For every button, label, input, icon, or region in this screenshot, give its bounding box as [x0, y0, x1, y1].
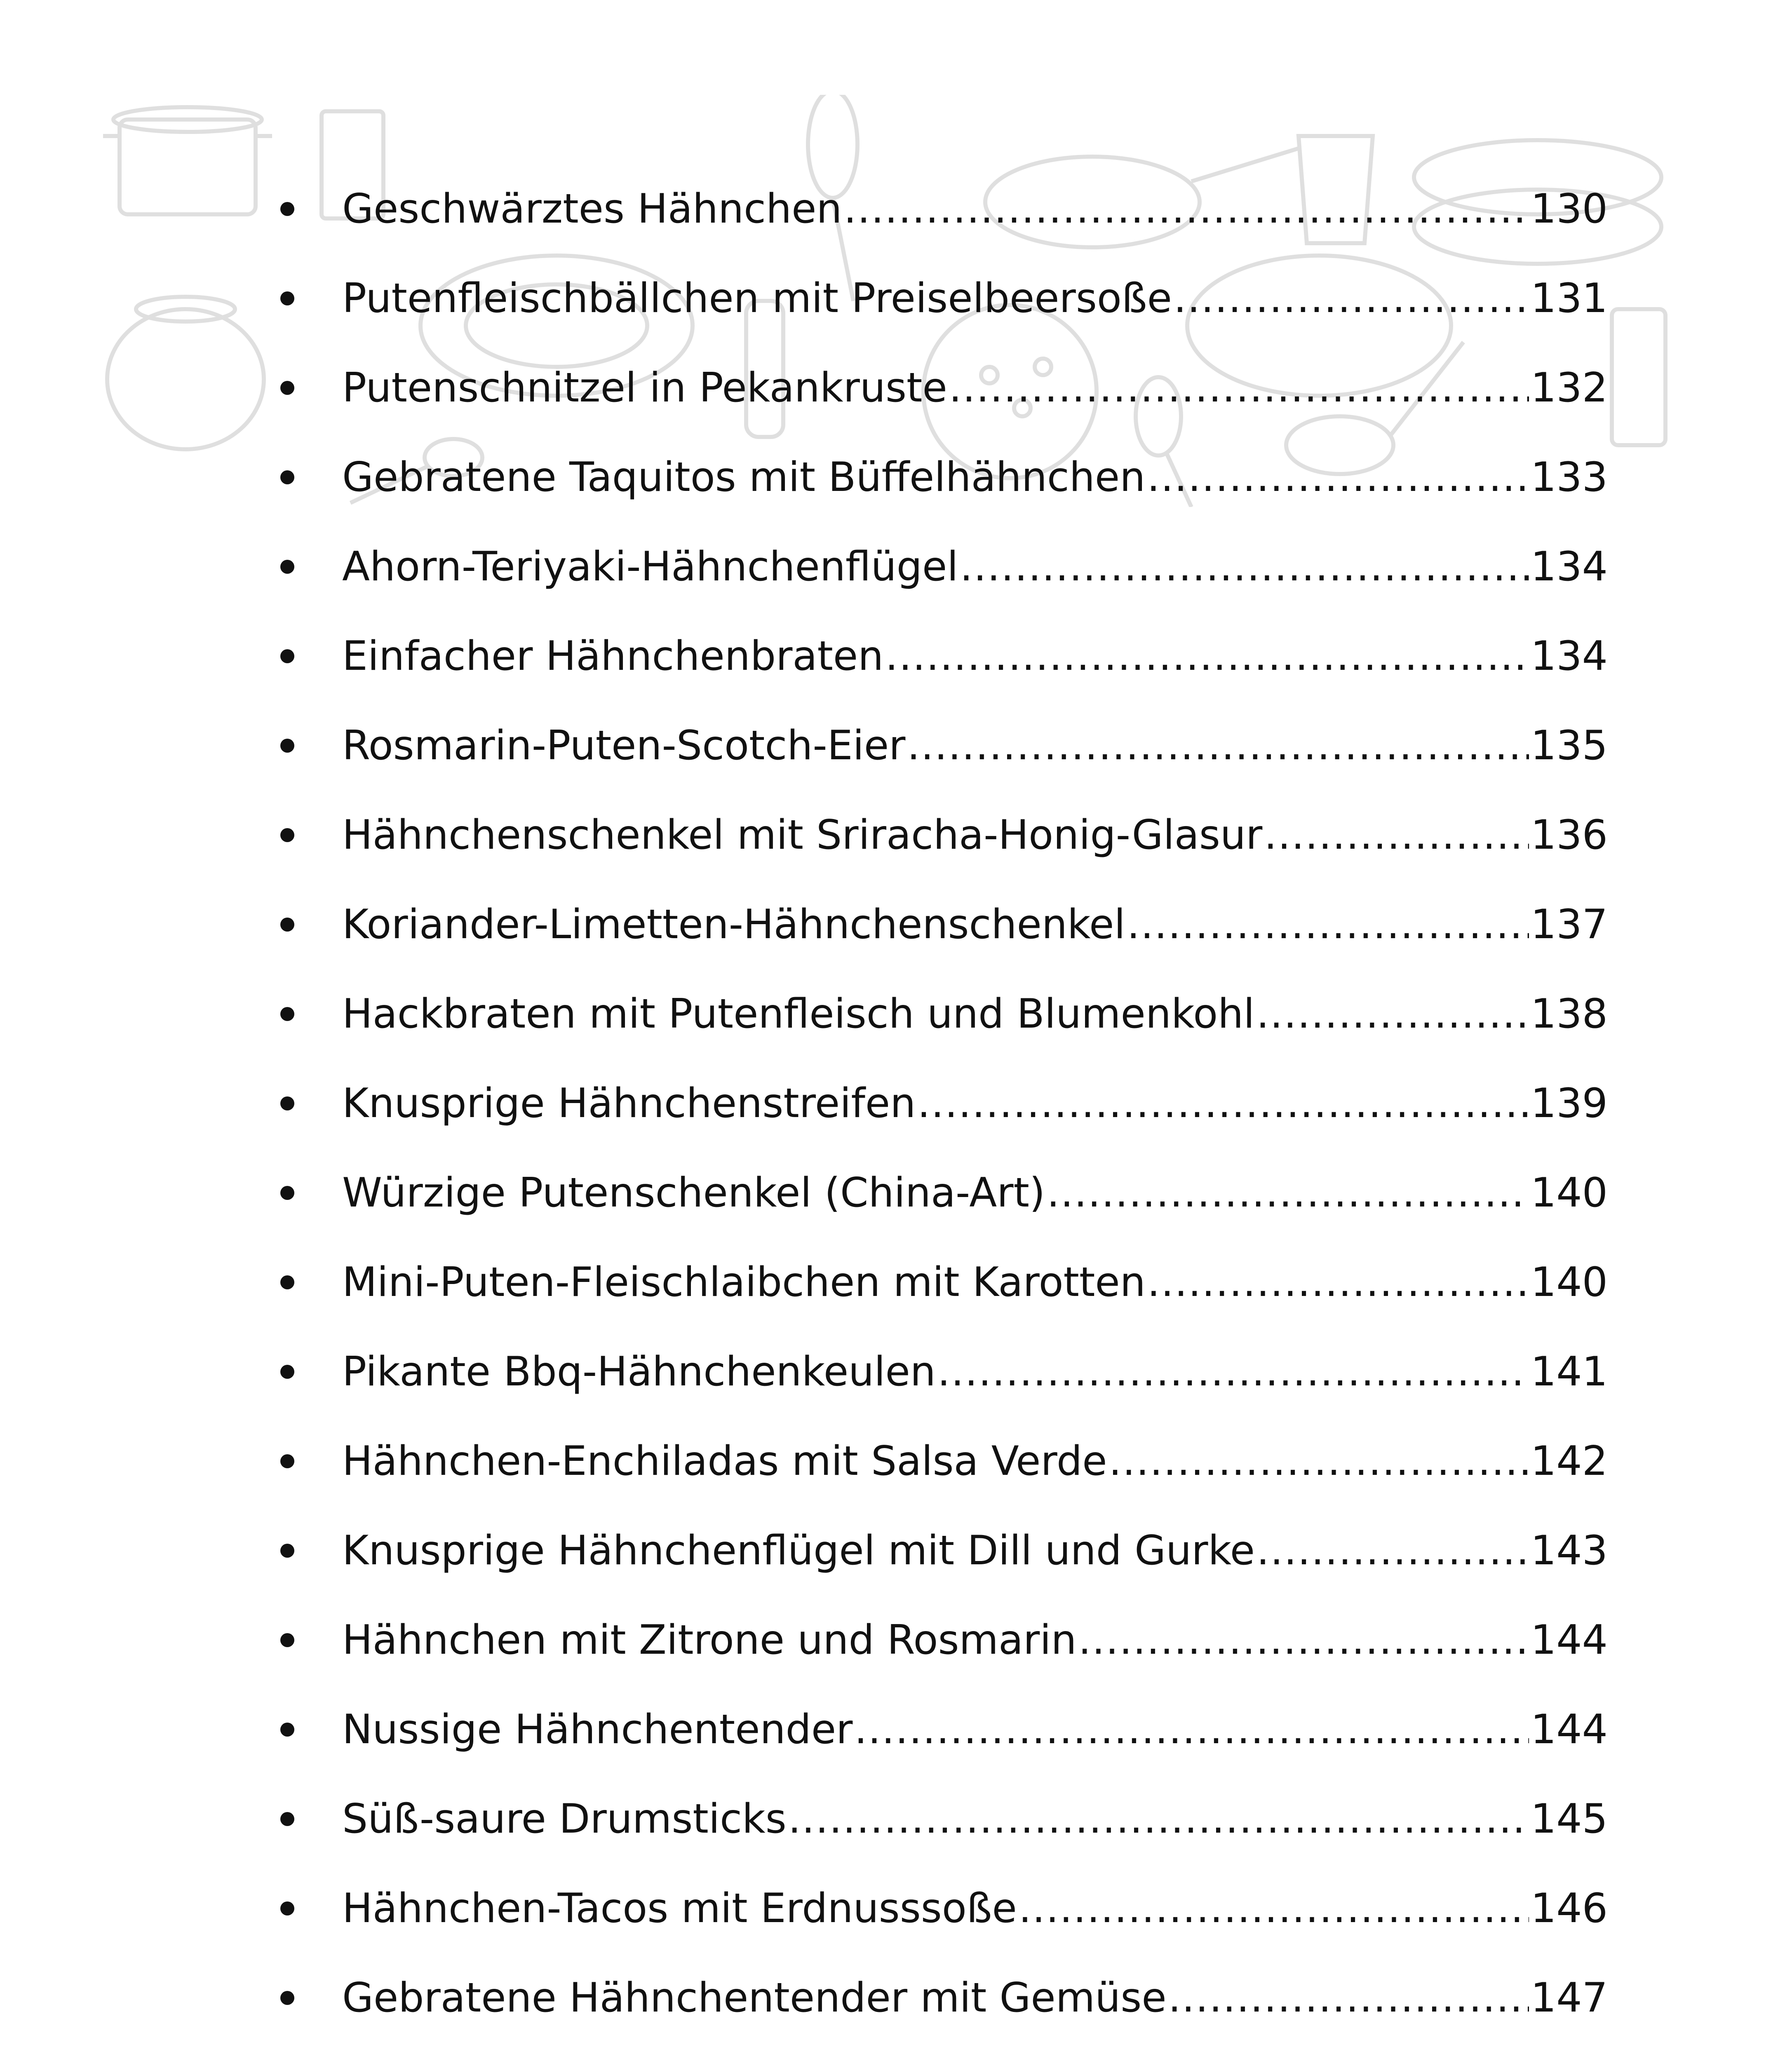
toc-entry-title: Ahorn-Teriyaki-Hähnchenflügel	[342, 543, 958, 590]
toc-entry	[264, 1864, 1608, 1953]
toc-entry	[264, 969, 1608, 1059]
bullet-icon	[280, 1633, 294, 1647]
toc-entry-page-number: 143	[1530, 1527, 1608, 1574]
toc-entry-title: Geschwärztes Hähnchen	[342, 185, 842, 232]
toc-entry-page-number: 147	[1530, 1974, 1608, 2021]
bullet-icon	[280, 1365, 294, 1379]
bullet-icon	[280, 1454, 294, 1468]
dot-leader	[1168, 1978, 1529, 2018]
dot-leader	[1047, 1173, 1529, 1213]
toc-entry-title: Würzige Putenschenkel (China-Art)	[342, 1169, 1045, 1216]
toc-entry	[264, 701, 1608, 790]
toc-entry	[264, 432, 1608, 522]
table-of-contents-list	[264, 164, 1608, 2061]
toc-entry-line	[342, 185, 1608, 232]
dot-leader	[885, 636, 1529, 676]
bullet-icon	[280, 1723, 294, 1737]
bullet-icon	[280, 918, 294, 932]
toc-entry-page-number: 134	[1530, 632, 1608, 680]
toc-entry-line	[342, 1795, 1608, 1843]
toc-entry-title: Hähnchenschenkel mit Sriracha-Honig-Glasur	[342, 811, 1263, 859]
toc-entry-line	[342, 1616, 1608, 1664]
toc-entry-page-number: 133	[1530, 453, 1608, 501]
dot-leader	[788, 1799, 1529, 1839]
toc-entry-page-number: 140	[1530, 1169, 1608, 1216]
toc-entry-line	[342, 1080, 1608, 1127]
toc-entry	[264, 1416, 1608, 1506]
toc-entry	[264, 343, 1608, 432]
toc-entry-title: Rosmarin-Puten-Scotch-Eier	[342, 722, 906, 769]
dot-leader	[1257, 994, 1529, 1034]
dot-leader	[1078, 1620, 1529, 1660]
toc-entry	[264, 880, 1608, 969]
dot-leader	[937, 1352, 1529, 1392]
toc-entry-title: Nussige Hähnchentender	[342, 1706, 853, 1753]
toc-entry-page-number: 137	[1530, 901, 1608, 948]
dot-leader	[1257, 1530, 1529, 1571]
toc-entry-title: Knusprige Hähnchenflügel mit Dill und Gurke	[342, 1527, 1255, 1574]
toc-entry-page-number: 136	[1530, 811, 1608, 859]
toc-entry-title: Mini-Puten-Fleischlaibchen mit Karotten	[342, 1258, 1146, 1306]
toc-entry-line	[342, 722, 1608, 769]
toc-entry-line	[342, 1527, 1608, 1574]
bullet-icon	[280, 1901, 294, 1915]
dot-leader	[960, 547, 1529, 587]
bullet-icon	[280, 381, 294, 395]
toc-entry-line	[342, 543, 1608, 590]
dot-leader	[917, 1083, 1529, 1124]
toc-entry	[264, 164, 1608, 254]
toc-entry-line	[342, 990, 1608, 1038]
toc-entry-line	[342, 1437, 1608, 1485]
toc-entry-title: Süß-saure Drumsticks	[342, 1795, 787, 1843]
bullet-icon	[280, 828, 294, 842]
toc-entry	[264, 2042, 1608, 2061]
dot-leader	[1147, 1262, 1529, 1303]
toc-entry-line	[342, 1974, 1608, 2021]
dot-leader	[1147, 457, 1529, 498]
toc-entry-title: Knusprige Hähnchenstreifen	[342, 1080, 916, 1127]
bullet-icon	[280, 470, 294, 484]
toc-entry	[264, 1506, 1608, 1595]
toc-entry-line	[342, 632, 1608, 680]
bullet-icon	[280, 1991, 294, 2005]
toc-entry-page-number: 145	[1530, 1795, 1608, 1843]
bullet-icon	[280, 1812, 294, 1826]
toc-entry	[264, 1148, 1608, 1237]
toc-entry-page-number: 146	[1530, 1885, 1608, 1932]
toc-entry	[264, 254, 1608, 343]
bullet-icon	[280, 649, 294, 663]
toc-entry	[264, 1953, 1608, 2042]
dot-leader	[907, 725, 1529, 766]
bullet-icon	[280, 1186, 294, 1200]
toc-entry-line	[342, 1885, 1608, 1932]
toc-entry-line	[342, 364, 1608, 411]
toc-entry	[264, 1685, 1608, 1774]
toc-entry-line	[342, 453, 1608, 501]
toc-entry	[264, 1059, 1608, 1148]
toc-entry-title: Hähnchen-Tacos mit Erdnusssoße	[342, 1885, 1017, 1932]
toc-entry-page-number: 131	[1530, 275, 1608, 322]
toc-entry-line	[342, 275, 1608, 322]
toc-entry	[264, 522, 1608, 611]
bullet-icon	[280, 291, 294, 305]
dot-leader	[949, 368, 1529, 408]
toc-entry-title: Gebratene Taquitos mit Büffelhähnchen	[342, 453, 1146, 501]
toc-entry-page-number: 130	[1530, 185, 1608, 232]
toc-entry-line	[342, 811, 1608, 859]
toc-entry-page-number: 132	[1530, 364, 1608, 411]
toc-entry	[264, 1327, 1608, 1416]
toc-entry-title: Koriander-Limetten-Hähnchenschenkel	[342, 901, 1125, 948]
bullet-icon	[280, 739, 294, 753]
toc-entry-title: Putenfleischbällchen mit Preiselbeersoße	[342, 275, 1172, 322]
toc-entry	[264, 611, 1608, 701]
toc-entry	[264, 1774, 1608, 1864]
toc-entry	[264, 1237, 1608, 1327]
toc-entry-page-number: 144	[1530, 1706, 1608, 1753]
toc-entry	[264, 1595, 1608, 1685]
bullet-icon	[280, 1007, 294, 1021]
dot-leader	[1109, 1441, 1529, 1481]
toc-entry-line	[342, 1169, 1608, 1216]
toc-entry-page-number: 138	[1530, 990, 1608, 1038]
toc-entry-page-number: 135	[1530, 722, 1608, 769]
toc-entry-title: Gebratene Hähnchentender mit Gemüse	[342, 1974, 1167, 2021]
bullet-icon	[280, 1275, 294, 1289]
dot-leader	[1127, 904, 1529, 945]
toc-entry-title: Putenschnitzel in Pekankruste	[342, 364, 947, 411]
dot-leader	[1019, 1888, 1529, 1929]
toc-entry-page-number: 141	[1530, 1348, 1608, 1395]
bullet-icon	[280, 560, 294, 574]
toc-entry-line	[342, 1706, 1608, 1753]
toc-entry-title: Einfacher Hähnchenbraten	[342, 632, 884, 680]
toc-entry-title: Hackbraten mit Putenfleisch und Blumenkohl	[342, 990, 1255, 1038]
toc-entry-line	[342, 1258, 1608, 1306]
dot-leader	[1174, 278, 1529, 319]
toc-entry-title: Hähnchen-Enchiladas mit Salsa Verde	[342, 1437, 1107, 1485]
toc-entry-page-number: 140	[1530, 1258, 1608, 1306]
toc-entry-page-number: 134	[1530, 543, 1608, 590]
toc-entry-page-number: 144	[1530, 1616, 1608, 1664]
toc-entry-page-number: 139	[1530, 1080, 1608, 1127]
toc-entry-title: Pikante Bbq-Hähnchenkeulen	[342, 1348, 936, 1395]
toc-entry-line	[342, 901, 1608, 948]
bullet-icon	[280, 202, 294, 216]
dot-leader	[844, 189, 1529, 229]
dot-leader	[1264, 815, 1529, 855]
toc-entry	[264, 790, 1608, 880]
toc-entry-page-number: 142	[1530, 1437, 1608, 1485]
toc-entry-line	[342, 1348, 1608, 1395]
bullet-icon	[280, 1096, 294, 1110]
dot-leader	[854, 1709, 1529, 1750]
toc-entry-title: Hähnchen mit Zitrone und Rosmarin	[342, 1616, 1077, 1664]
bullet-icon	[280, 1544, 294, 1558]
